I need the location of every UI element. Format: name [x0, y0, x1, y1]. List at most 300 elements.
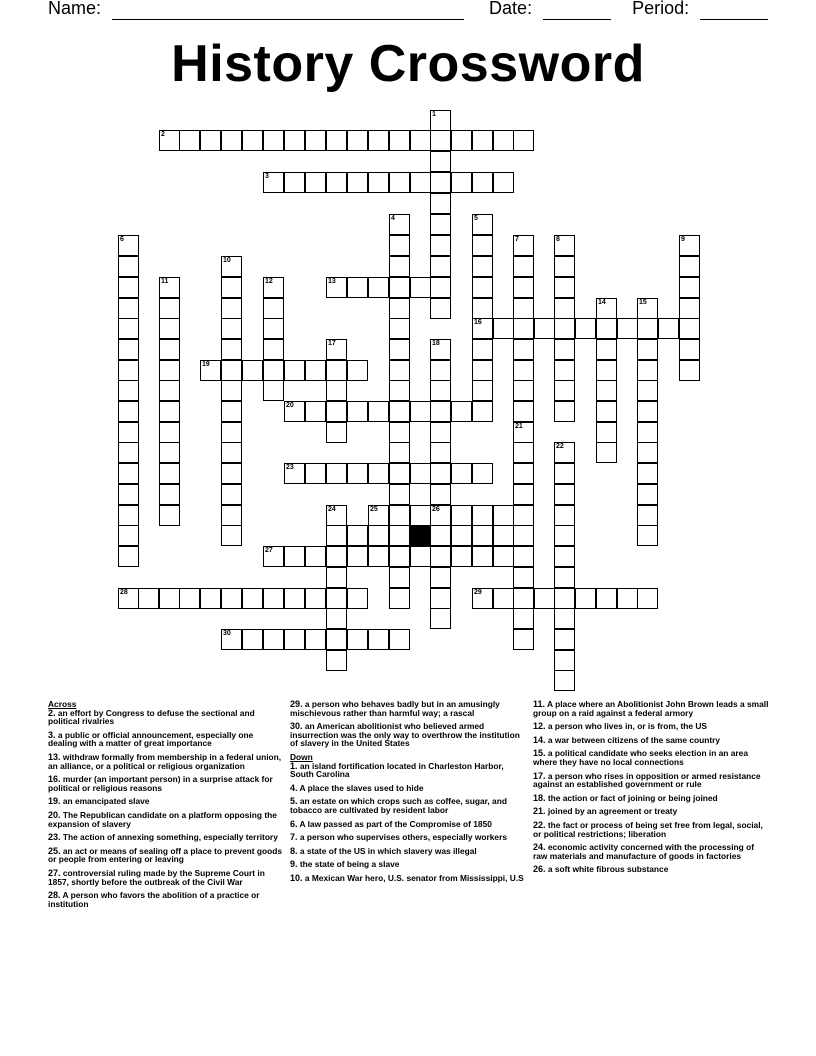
grid-cell[interactable] — [118, 422, 139, 443]
grid-cell[interactable] — [305, 546, 326, 567]
grid-cell[interactable] — [159, 339, 180, 360]
grid-cell[interactable] — [159, 442, 180, 463]
grid-cell[interactable] — [554, 256, 575, 277]
grid-cell[interactable] — [679, 339, 700, 360]
grid-cell[interactable] — [389, 256, 410, 277]
grid-cell[interactable] — [637, 380, 658, 401]
grid-cell[interactable] — [200, 588, 221, 609]
grid-cell[interactable] — [159, 130, 180, 151]
grid-cell[interactable] — [118, 235, 139, 256]
grid-cell[interactable] — [472, 298, 493, 319]
grid-cell[interactable] — [513, 588, 534, 609]
grid-cell[interactable] — [493, 505, 514, 526]
grid-cell[interactable] — [472, 401, 493, 422]
grid-cell[interactable] — [389, 318, 410, 339]
grid-cell[interactable] — [430, 505, 451, 526]
grid-cell[interactable] — [617, 318, 638, 339]
clue-number: 6 — [120, 236, 124, 243]
grid-cell[interactable] — [513, 339, 534, 360]
grid-cell[interactable] — [430, 546, 451, 567]
grid-cell[interactable] — [493, 130, 514, 151]
grid-cell[interactable] — [513, 484, 534, 505]
grid-cell[interactable] — [284, 172, 305, 193]
grid-cell[interactable] — [430, 380, 451, 401]
grid-cell[interactable] — [430, 151, 451, 172]
grid-cell[interactable] — [263, 588, 284, 609]
grid-cell[interactable] — [410, 505, 431, 526]
grid-cell[interactable] — [159, 298, 180, 319]
grid-cell[interactable] — [430, 442, 451, 463]
grid-cell[interactable] — [138, 588, 159, 609]
grid-cell[interactable] — [284, 629, 305, 650]
grid-cell[interactable] — [430, 463, 451, 484]
grid-cell[interactable] — [159, 484, 180, 505]
grid-cell[interactable] — [554, 650, 575, 671]
grid-cell[interactable] — [389, 525, 410, 546]
grid-cell[interactable] — [389, 588, 410, 609]
grid-cell[interactable] — [430, 235, 451, 256]
grid-cell[interactable] — [513, 130, 534, 151]
grid-cell[interactable] — [326, 650, 347, 671]
grid-cell[interactable] — [493, 525, 514, 546]
grid-cell[interactable] — [410, 401, 431, 422]
grid-cell[interactable] — [430, 256, 451, 277]
grid-cell[interactable] — [326, 172, 347, 193]
grid-cell[interactable] — [389, 463, 410, 484]
grid-cell[interactable] — [347, 401, 368, 422]
grid-cell[interactable] — [554, 235, 575, 256]
grid-cell[interactable] — [389, 298, 410, 319]
grid-cell[interactable] — [347, 360, 368, 381]
grid-cell[interactable] — [637, 318, 658, 339]
grid-cell[interactable] — [263, 277, 284, 298]
grid-cell[interactable] — [159, 401, 180, 422]
clue-number: 1 — [432, 111, 436, 118]
grid-cell[interactable] — [554, 629, 575, 650]
grid-cell[interactable] — [430, 172, 451, 193]
grid-cell[interactable] — [534, 588, 555, 609]
grid-cell[interactable] — [596, 339, 617, 360]
grid-cell[interactable] — [347, 277, 368, 298]
grid-cell[interactable] — [242, 360, 263, 381]
clue-text: the state of being a slave — [297, 859, 400, 870]
grid-cell[interactable] — [679, 360, 700, 381]
grid-cell[interactable] — [637, 588, 658, 609]
grid-cell[interactable] — [554, 463, 575, 484]
grid-cell[interactable] — [159, 318, 180, 339]
grid-cell[interactable] — [368, 277, 389, 298]
grid-cell[interactable] — [221, 339, 242, 360]
grid-cell[interactable] — [242, 629, 263, 650]
grid-cell[interactable] — [451, 525, 472, 546]
grid-cell[interactable] — [637, 525, 658, 546]
grid-cell[interactable] — [159, 277, 180, 298]
grid-cell[interactable] — [430, 214, 451, 235]
grid-cell[interactable] — [326, 339, 347, 360]
grid-cell[interactable] — [554, 318, 575, 339]
grid-cell[interactable] — [305, 463, 326, 484]
grid-cell[interactable] — [263, 318, 284, 339]
grid-cell[interactable] — [326, 277, 347, 298]
grid-cell[interactable] — [554, 608, 575, 629]
clue-text: A law passed as part of the Compromise of 1850 — [297, 818, 492, 829]
grid-cell[interactable] — [326, 629, 347, 650]
grid-cell[interactable] — [221, 484, 242, 505]
grid-cell[interactable] — [430, 401, 451, 422]
grid-cell[interactable] — [284, 588, 305, 609]
grid-cell[interactable] — [389, 360, 410, 381]
grid-cell[interactable] — [472, 463, 493, 484]
grid-cell[interactable] — [347, 172, 368, 193]
grid-cell[interactable] — [410, 463, 431, 484]
grid-cell[interactable] — [118, 256, 139, 277]
grid-cell[interactable] — [326, 463, 347, 484]
grid-cell[interactable] — [159, 360, 180, 381]
grid-cell[interactable] — [472, 339, 493, 360]
grid-cell[interactable] — [658, 318, 679, 339]
grid-cell[interactable] — [596, 588, 617, 609]
grid-cell[interactable] — [389, 546, 410, 567]
grid-cell[interactable] — [637, 463, 658, 484]
grid-cell[interactable] — [513, 463, 534, 484]
grid-cell[interactable] — [159, 380, 180, 401]
grid-cell[interactable] — [493, 318, 514, 339]
grid-cell[interactable] — [575, 318, 596, 339]
grid-cell[interactable] — [472, 277, 493, 298]
grid-cell[interactable] — [263, 130, 284, 151]
grid-cell[interactable] — [637, 505, 658, 526]
grid-cell[interactable] — [430, 608, 451, 629]
grid-cell[interactable] — [679, 235, 700, 256]
grid-cell[interactable] — [118, 505, 139, 526]
grid-cell[interactable] — [284, 463, 305, 484]
grid-cell[interactable] — [472, 588, 493, 609]
grid-cell[interactable] — [596, 298, 617, 319]
grid-cell[interactable] — [451, 130, 472, 151]
grid-cell[interactable] — [389, 629, 410, 650]
grid-cell[interactable] — [451, 172, 472, 193]
grid-cell[interactable] — [513, 277, 534, 298]
grid-cell[interactable] — [472, 318, 493, 339]
grid-cell[interactable] — [389, 442, 410, 463]
grid-cell[interactable] — [263, 629, 284, 650]
grid-cell[interactable] — [305, 401, 326, 422]
grid-cell[interactable] — [513, 442, 534, 463]
grid-cell[interactable] — [451, 505, 472, 526]
grid-cell[interactable] — [118, 339, 139, 360]
grid-cell[interactable] — [513, 567, 534, 588]
grid-cell[interactable] — [221, 401, 242, 422]
clue-number-label: 26. — [533, 864, 546, 875]
grid-cell[interactable] — [513, 360, 534, 381]
grid-cell[interactable] — [554, 670, 575, 691]
grid-cell[interactable] — [637, 298, 658, 319]
grid-cell[interactable] — [368, 546, 389, 567]
grid-cell[interactable] — [410, 277, 431, 298]
grid-cell[interactable] — [118, 525, 139, 546]
grid-cell[interactable] — [159, 463, 180, 484]
grid-cell[interactable] — [347, 546, 368, 567]
grid-cell[interactable] — [221, 360, 242, 381]
clue-number-label: 1. — [290, 760, 298, 771]
grid-cell[interactable] — [596, 442, 617, 463]
grid-cell[interactable] — [368, 525, 389, 546]
grid-cell[interactable] — [118, 546, 139, 567]
grid-cell[interactable] — [326, 380, 347, 401]
grid-cell[interactable] — [637, 339, 658, 360]
grid-cell[interactable] — [347, 130, 368, 151]
grid-cell[interactable] — [159, 588, 180, 609]
grid-cell[interactable] — [637, 442, 658, 463]
clue-number-label: 30. — [290, 721, 303, 732]
grid-cell[interactable] — [221, 463, 242, 484]
grid-cell[interactable] — [263, 172, 284, 193]
grid-cell[interactable] — [221, 629, 242, 650]
grid-cell[interactable] — [554, 339, 575, 360]
grid-cell[interactable] — [263, 339, 284, 360]
grid-cell[interactable] — [326, 360, 347, 381]
grid-cell[interactable] — [493, 172, 514, 193]
grid-cell[interactable] — [305, 629, 326, 650]
down-clue — [290, 797, 526, 814]
grid-cell[interactable] — [554, 442, 575, 463]
grid-cell[interactable] — [326, 567, 347, 588]
grid-cell[interactable] — [221, 298, 242, 319]
grid-cell[interactable] — [472, 380, 493, 401]
grid-cell[interactable] — [389, 235, 410, 256]
grid-cell[interactable] — [430, 588, 451, 609]
grid-cell[interactable] — [118, 380, 139, 401]
grid-cell[interactable] — [513, 422, 534, 443]
grid-cell[interactable] — [347, 463, 368, 484]
grid-cell[interactable] — [389, 380, 410, 401]
grid-cell[interactable] — [430, 298, 451, 319]
grid-cell[interactable] — [118, 360, 139, 381]
grid-cell[interactable] — [472, 172, 493, 193]
grid-cell[interactable] — [679, 277, 700, 298]
grid-cell[interactable] — [347, 525, 368, 546]
grid-cell[interactable] — [389, 505, 410, 526]
grid-cell[interactable] — [368, 130, 389, 151]
grid-cell[interactable] — [389, 401, 410, 422]
grid-cell[interactable] — [326, 588, 347, 609]
clue-number: 23 — [286, 464, 294, 471]
grid-cell[interactable] — [554, 298, 575, 319]
grid-cell[interactable] — [617, 588, 638, 609]
grid-cell[interactable] — [679, 318, 700, 339]
grid-cell[interactable] — [410, 130, 431, 151]
grid-cell[interactable] — [430, 525, 451, 546]
grid-cell[interactable] — [221, 130, 242, 151]
grid-cell[interactable] — [513, 525, 534, 546]
grid-cell[interactable] — [410, 172, 431, 193]
grid-cell[interactable] — [347, 629, 368, 650]
grid-cell[interactable] — [221, 422, 242, 443]
grid-cell[interactable] — [118, 401, 139, 422]
grid-cell[interactable] — [118, 463, 139, 484]
grid-cell[interactable] — [554, 401, 575, 422]
grid-cell[interactable] — [368, 629, 389, 650]
grid-cell[interactable] — [242, 130, 263, 151]
grid-cell[interactable] — [200, 360, 221, 381]
grid-cell[interactable] — [118, 277, 139, 298]
grid-cell[interactable] — [451, 401, 472, 422]
grid-cell[interactable] — [513, 298, 534, 319]
grid-cell[interactable] — [159, 505, 180, 526]
grid-cell[interactable] — [430, 422, 451, 443]
grid-cell[interactable] — [368, 401, 389, 422]
grid-cell[interactable] — [305, 360, 326, 381]
down-clue — [290, 860, 526, 869]
grid-cell[interactable] — [368, 172, 389, 193]
grid-cell[interactable] — [637, 484, 658, 505]
clue-number: 11 — [161, 278, 169, 285]
grid-cell[interactable] — [326, 401, 347, 422]
grid-cell[interactable] — [326, 525, 347, 546]
grid-cell[interactable] — [596, 401, 617, 422]
grid-cell[interactable] — [389, 422, 410, 443]
grid-cell[interactable] — [513, 608, 534, 629]
grid-cell[interactable] — [263, 380, 284, 401]
grid-cell[interactable] — [347, 588, 368, 609]
clue-number-label: 2. — [48, 707, 56, 718]
down-clue — [533, 821, 769, 838]
grid-cell[interactable] — [472, 505, 493, 526]
grid-cell[interactable] — [513, 380, 534, 401]
grid-cell[interactable] — [368, 505, 389, 526]
grid-cell[interactable] — [637, 360, 658, 381]
grid-cell[interactable] — [326, 422, 347, 443]
grid-cell[interactable] — [221, 256, 242, 277]
grid-cell[interactable] — [493, 546, 514, 567]
grid-cell[interactable] — [284, 360, 305, 381]
grid-cell[interactable] — [596, 318, 617, 339]
grid-cell[interactable] — [513, 629, 534, 650]
grid-cell[interactable] — [554, 360, 575, 381]
grid-cell[interactable] — [326, 546, 347, 567]
grid-cell[interactable] — [118, 442, 139, 463]
grid-cell[interactable] — [221, 525, 242, 546]
grid-cell[interactable] — [472, 214, 493, 235]
grid-cell[interactable] — [554, 567, 575, 588]
date-label: Date: — [489, 0, 533, 18]
grid-cell[interactable] — [513, 235, 534, 256]
grid-cell[interactable] — [451, 463, 472, 484]
grid-cell[interactable] — [596, 380, 617, 401]
grid-cell[interactable] — [179, 588, 200, 609]
grid-cell[interactable] — [326, 608, 347, 629]
grid-cell[interactable] — [430, 339, 451, 360]
grid-cell[interactable] — [263, 546, 284, 567]
grid-cell[interactable] — [389, 484, 410, 505]
grid-cell[interactable] — [554, 525, 575, 546]
grid-cell[interactable] — [637, 401, 658, 422]
grid-cell[interactable] — [118, 318, 139, 339]
grid-cell[interactable] — [159, 422, 180, 443]
grid-cell[interactable] — [389, 277, 410, 298]
grid-cell[interactable] — [200, 130, 221, 151]
grid-cell[interactable] — [513, 256, 534, 277]
grid-cell[interactable] — [410, 546, 431, 567]
grid-cell[interactable] — [493, 588, 514, 609]
grid-cell[interactable] — [554, 277, 575, 298]
grid-cell[interactable] — [554, 484, 575, 505]
grid-cell[interactable] — [679, 256, 700, 277]
grid-cell[interactable] — [513, 505, 534, 526]
grid-cell[interactable] — [430, 360, 451, 381]
grid-cell[interactable] — [263, 360, 284, 381]
grid-cell[interactable] — [513, 401, 534, 422]
grid-cell[interactable] — [221, 505, 242, 526]
grid-cell[interactable] — [326, 130, 347, 151]
grid-cell[interactable] — [472, 546, 493, 567]
grid-cell[interactable] — [221, 318, 242, 339]
grid-cell[interactable] — [430, 277, 451, 298]
grid-cell[interactable] — [596, 422, 617, 443]
grid-cell[interactable] — [596, 360, 617, 381]
grid-cell[interactable] — [554, 546, 575, 567]
grid-cell[interactable] — [554, 588, 575, 609]
grid-cell[interactable] — [637, 422, 658, 443]
grid-cell[interactable] — [221, 588, 242, 609]
grid-cell[interactable] — [679, 298, 700, 319]
grid-cell[interactable] — [575, 588, 596, 609]
grid-cell[interactable] — [472, 525, 493, 546]
grid-cell[interactable] — [430, 484, 451, 505]
grid-cell[interactable] — [118, 484, 139, 505]
grid-cell[interactable] — [389, 567, 410, 588]
grid-cell[interactable] — [284, 401, 305, 422]
grid-cell[interactable] — [472, 256, 493, 277]
grid-cell[interactable] — [472, 130, 493, 151]
grid-cell[interactable] — [389, 214, 410, 235]
grid-cell[interactable] — [284, 130, 305, 151]
grid-cell[interactable] — [513, 318, 534, 339]
grid-cell[interactable] — [554, 505, 575, 526]
grid-cell[interactable] — [430, 193, 451, 214]
grid-cell[interactable] — [472, 235, 493, 256]
grid-cell[interactable] — [389, 339, 410, 360]
grid-cell[interactable] — [389, 172, 410, 193]
grid-cell[interactable] — [221, 277, 242, 298]
grid-cell[interactable] — [472, 360, 493, 381]
grid-cell[interactable] — [118, 588, 139, 609]
across-clue — [48, 797, 284, 806]
clue-text: a political candidate who seeks election in an area where they have no local connections — [533, 748, 748, 767]
grid-cell[interactable] — [368, 463, 389, 484]
grid-cell[interactable] — [305, 130, 326, 151]
down-clue — [533, 749, 769, 766]
grid-cell[interactable] — [430, 130, 451, 151]
grid-cell[interactable] — [326, 505, 347, 526]
grid-cell[interactable] — [389, 130, 410, 151]
grid-cell[interactable] — [534, 318, 555, 339]
grid-cell[interactable] — [513, 546, 534, 567]
grid-cell[interactable] — [263, 298, 284, 319]
grid-cell[interactable] — [118, 298, 139, 319]
grid-cell[interactable] — [305, 172, 326, 193]
grid-cell[interactable] — [430, 110, 451, 131]
grid-cell[interactable] — [221, 380, 242, 401]
grid-cell[interactable] — [554, 380, 575, 401]
grid-cell[interactable] — [305, 588, 326, 609]
grid-cell[interactable] — [242, 588, 263, 609]
grid-cell[interactable] — [179, 130, 200, 151]
grid-cell[interactable] — [430, 567, 451, 588]
grid-cell[interactable] — [451, 546, 472, 567]
grid-cell[interactable] — [284, 546, 305, 567]
grid-cell[interactable] — [221, 442, 242, 463]
